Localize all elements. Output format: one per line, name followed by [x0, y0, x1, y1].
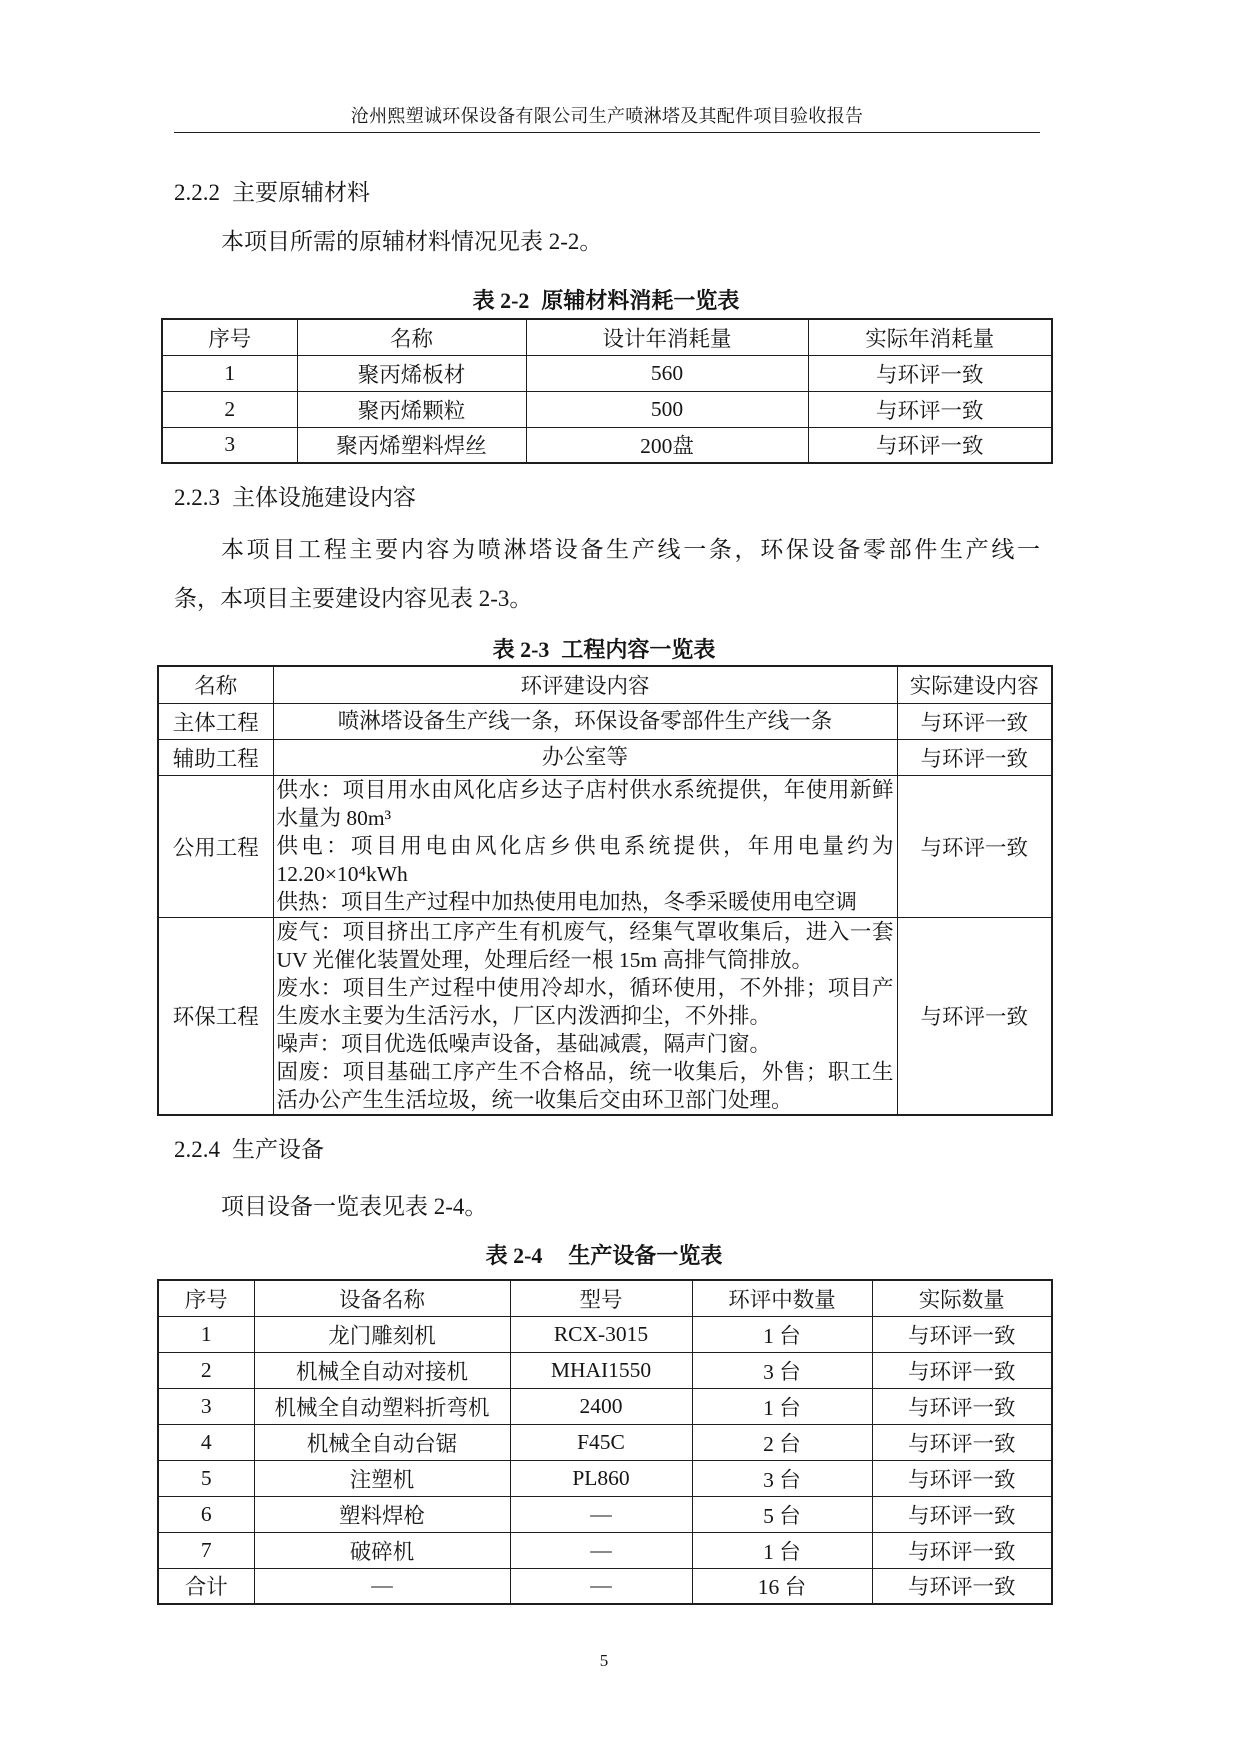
cell-eia-content [273, 739, 897, 775]
cell-actual-content: 与环评一致 [897, 739, 1052, 775]
table-row [158, 775, 1052, 917]
header-actual-consumption: 实际年消耗量 [808, 319, 1052, 355]
cell-design-consumption: 200盘 [526, 427, 808, 463]
header-equipment-name: 设备名称 [254, 1280, 510, 1316]
content-line: 12.20×10⁴kWh [276, 862, 408, 886]
table-row [158, 1460, 1052, 1496]
cell-actual-consumption: 与环评一致 [808, 391, 1052, 427]
cell-eia-quantity: 16 台 [692, 1568, 872, 1604]
cell-actual-quantity: 与环评一致 [872, 1424, 1052, 1460]
cell-material-name: 聚丙烯颗粒 [297, 391, 526, 427]
section-number: 2.2.4 [174, 1137, 220, 1162]
page-number: 5 [599, 1651, 609, 1670]
cell-model: — [510, 1568, 692, 1604]
header-actual-quantity: 实际数量 [872, 1280, 1052, 1316]
table-label: 表 2-3 [492, 637, 550, 662]
table-row [158, 1316, 1052, 1352]
cell-eia-quantity: 3 台 [692, 1352, 872, 1388]
cell-index: 3 [162, 427, 297, 463]
cell-eia-quantity: 1 台 [692, 1532, 872, 1568]
header-index: 序号 [158, 1280, 254, 1316]
table-row [162, 355, 1052, 391]
table-row [158, 1388, 1052, 1424]
table-title: 工程内容一览表 [561, 637, 716, 662]
cell-index: 4 [158, 1424, 254, 1460]
section-heading-2-2-2 [174, 178, 370, 208]
content-line: 活办公产生生活垃圾，统一收集后交由环卫部门处理。 [276, 1087, 793, 1112]
header-model: 型号 [510, 1280, 692, 1316]
section-heading-2-2-4 [174, 1135, 324, 1165]
cell-index: 7 [158, 1532, 254, 1568]
table-header-row [162, 319, 1052, 355]
content-line: 供水：项目用水由风化店乡达子店村供水系统提供，年使用新鲜 [276, 778, 894, 802]
table-2-4 [157, 1279, 1053, 1605]
table-title: 原辅材料消耗一览表 [541, 288, 740, 313]
content-line: UV 光催化装置处理，处理后经一根 15m 高排气筒排放。 [276, 947, 814, 972]
header-category: 名称 [158, 666, 273, 703]
cell-equipment-name: 机械全自动塑料折弯机 [254, 1388, 510, 1424]
table-row [158, 1496, 1052, 1532]
content-line: 供电：项目用电由风化店乡供电系统提供，年用电量约为 [276, 834, 894, 858]
cell-design-consumption: 560 [526, 355, 808, 391]
cell-model: MHAI1550 [510, 1352, 692, 1388]
cell-model: — [510, 1532, 692, 1568]
content-line: 噪声：项目优选低噪声设备，基础减震，隔声门窗。 [276, 1031, 772, 1056]
header-rule [174, 132, 1040, 133]
cell-design-consumption: 500 [526, 391, 808, 427]
cell-eia-quantity: 5 台 [692, 1496, 872, 1532]
table-2-2-caption [161, 287, 1051, 315]
content-line: 供热：项目生产过程中加热使用电加热，冬季采暖使用电空调 [276, 890, 858, 914]
cell-project-category: 主体工程 [158, 703, 273, 739]
cell-equipment-name: 破碎机 [254, 1532, 510, 1568]
cell-project-category: 环保工程 [158, 917, 273, 1115]
table-2-2 [161, 318, 1053, 464]
cell-index: 6 [158, 1496, 254, 1532]
header-index: 序号 [162, 319, 297, 355]
cell-material-name: 聚丙烯板材 [297, 355, 526, 391]
cell-project-category: 辅助工程 [158, 739, 273, 775]
cell-equipment-name: 注塑机 [254, 1460, 510, 1496]
table-title: 生产设备一览表 [568, 1243, 723, 1268]
section-title: 主要原辅材料 [232, 180, 370, 205]
section-title: 生产设备 [232, 1137, 324, 1162]
cell-index: 1 [162, 355, 297, 391]
table-2-4-caption [157, 1242, 1051, 1270]
table-row [162, 427, 1052, 463]
section-title: 主体设施建设内容 [232, 485, 416, 510]
cell-equipment-name: 塑料焊枪 [254, 1496, 510, 1532]
running-header: 沧州熙塑诚环保设备有限公司生产喷淋塔及其配件项目验收报告 [350, 106, 864, 126]
cell-index: 2 [158, 1352, 254, 1388]
header-actual-content: 实际建设内容 [897, 666, 1052, 703]
cell-model: — [510, 1496, 692, 1532]
cell-project-category: 公用工程 [158, 775, 273, 917]
table-label: 表 2-4 [485, 1243, 543, 1268]
cell-actual-quantity: 与环评一致 [872, 1460, 1052, 1496]
table-label: 表 2-2 [472, 288, 530, 313]
cell-actual-quantity: 与环评一致 [872, 1532, 1052, 1568]
cell-material-name: 聚丙烯塑料焊丝 [297, 427, 526, 463]
cell-equipment-name: 机械全自动对接机 [254, 1352, 510, 1388]
cell-equipment-name: 龙门雕刻机 [254, 1316, 510, 1352]
table-row [158, 1424, 1052, 1460]
content-line: 办公室等 [541, 745, 628, 769]
content-line: 废水：项目生产过程中使用冷却水，循环使用，不外排；项目产 [276, 975, 894, 1000]
header-design-consumption: 设计年消耗量 [526, 319, 808, 355]
table-total-row [158, 1568, 1052, 1604]
cell-actual-content: 与环评一致 [897, 775, 1052, 917]
table-row [158, 739, 1052, 775]
table-2-3 [157, 665, 1053, 1116]
cell-actual-content: 与环评一致 [897, 703, 1052, 739]
table-row [158, 1352, 1052, 1388]
cell-eia-content [273, 703, 897, 739]
content-line: 废气：项目挤出工序产生有机废气，经集气罩收集后，进入一套 [276, 919, 894, 944]
cell-equipment-name: 机械全自动台锯 [254, 1424, 510, 1460]
cell-eia-content [273, 917, 897, 1115]
table-header-row [158, 666, 1052, 703]
cell-actual-consumption: 与环评一致 [808, 427, 1052, 463]
cell-model: PL860 [510, 1460, 692, 1496]
content-line: 喷淋塔设备生产线一条，环保设备零部件生产线一条 [337, 709, 833, 733]
cell-index: 3 [158, 1388, 254, 1424]
table-header-row [158, 1280, 1052, 1316]
cell-model: F45C [510, 1424, 692, 1460]
cell-eia-quantity: 2 台 [692, 1424, 872, 1460]
cell-index: 合计 [158, 1568, 254, 1604]
cell-actual-quantity: 与环评一致 [872, 1352, 1052, 1388]
paragraph-line: 本项目工程主要内容为喷淋塔设备生产线一条，环保设备零部件生产线一 [221, 537, 1040, 562]
content-line: 生废水主要为生活污水，厂区内泼洒抑尘，不外排。 [276, 1003, 772, 1028]
cell-actual-quantity: 与环评一致 [872, 1496, 1052, 1532]
table-row [162, 391, 1052, 427]
cell-equipment-name: — [254, 1568, 510, 1604]
section-intro-2-2-2: 本项目所需的原辅材料情况见表 2-2。 [221, 229, 603, 254]
table-row [158, 917, 1052, 1115]
cell-model: RCX-3015 [510, 1316, 692, 1352]
content-line: 固废：项目基础工序产生不合格品，统一收集后，外售；职工生 [276, 1059, 894, 1084]
section-intro-2-2-4: 项目设备一览表见表 2-4。 [221, 1194, 488, 1219]
section-number: 2.2.2 [174, 180, 220, 205]
table-2-3-caption [157, 636, 1051, 664]
cell-index: 1 [158, 1316, 254, 1352]
cell-actual-quantity: 与环评一致 [872, 1316, 1052, 1352]
table-row [158, 703, 1052, 739]
cell-eia-quantity: 1 台 [692, 1316, 872, 1352]
cell-actual-content: 与环评一致 [897, 917, 1052, 1115]
cell-eia-content [273, 775, 897, 917]
cell-index: 2 [162, 391, 297, 427]
paragraph-line: 条，本项目主要建设内容见表 2-3。 [174, 586, 533, 611]
cell-actual-quantity: 与环评一致 [872, 1568, 1052, 1604]
cell-model: 2400 [510, 1388, 692, 1424]
cell-actual-quantity: 与环评一致 [872, 1388, 1052, 1424]
header-eia-content: 环评建设内容 [273, 666, 897, 703]
section-heading-2-2-3 [174, 483, 416, 513]
section-number: 2.2.3 [174, 485, 220, 510]
cell-index: 5 [158, 1460, 254, 1496]
cell-actual-consumption: 与环评一致 [808, 355, 1052, 391]
cell-eia-quantity: 1 台 [692, 1388, 872, 1424]
header-material-name: 名称 [297, 319, 526, 355]
header-eia-quantity: 环评中数量 [692, 1280, 872, 1316]
table-row [158, 1532, 1052, 1568]
cell-eia-quantity: 3 台 [692, 1460, 872, 1496]
content-line: 水量为 80m³ [276, 806, 392, 830]
